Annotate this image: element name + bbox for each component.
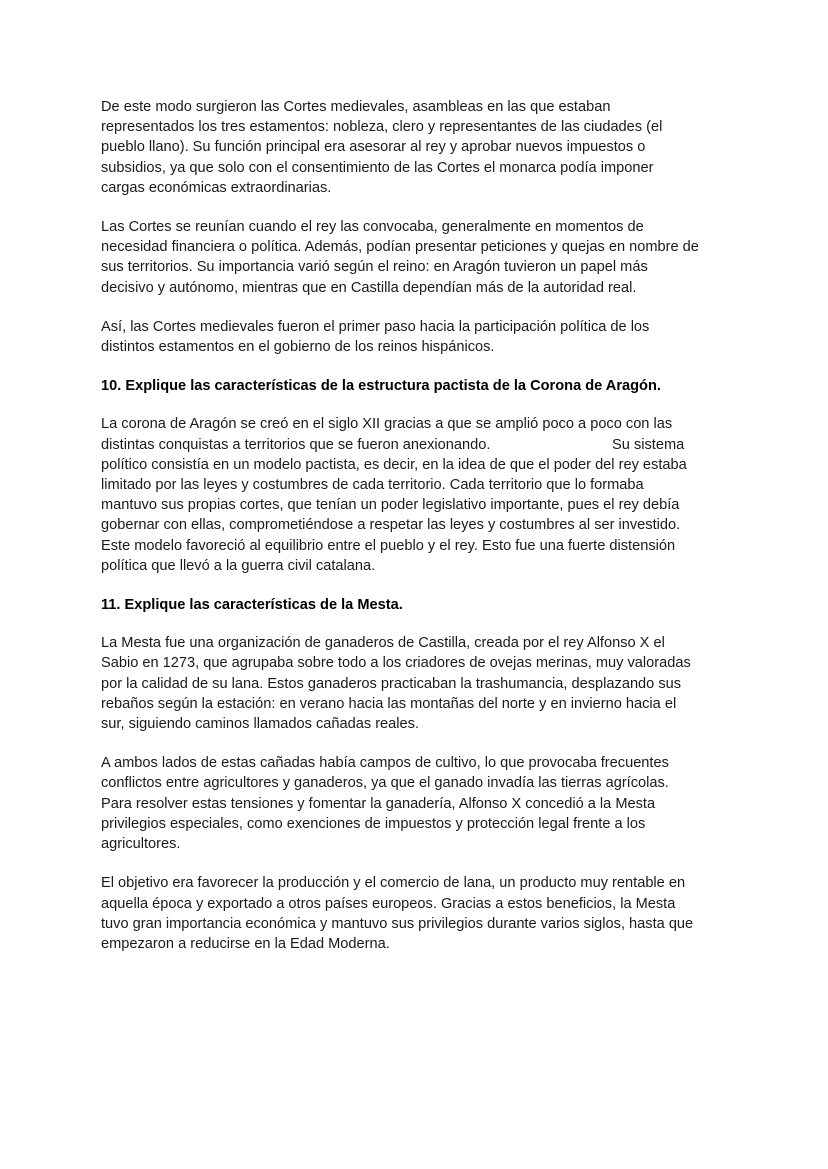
paragraph-cortes-origin: De este modo surgieron las Cortes medievales, asambleas en las que estaban representados los tres estamentos: nobleza, clero y representantes de las ciudades (el pueblo llano). Su función principal era asesorar al rey y aprobar nuevos impuestos o subsidios, ya que solo con el consentimiento de las Cortes el monarca podía imponer cargas económicas extraordinarias. (101, 99, 663, 196)
paragraph-mesta-conflicts: A ambos lados de estas cañadas había campos de cultivo, lo que provocaba frecuentes conflictos entre agricultores y ganaderos, ya que el ganado invadía las tierras agrícolas. Para resolver estas tensiones y fomentar la ganadería, Alfonso X concedió a la Mesta privilegios especiales, como exenciones de impuestos y protección legal frente a los agricultores. (101, 755, 669, 853)
paragraph-mesta-objective: El objetivo era favorecer la producción y el comercio de lana, un producto muy rentable en aquella época y exportado a otros países europeos. Gracias a estos beneficios, la Mesta tuvo gran importancia económica y mantuvo sus privilegios durante varios siglos, hasta que empezaron a reducirse en la Edad Moderna. (101, 875, 694, 952)
paragraph-corona-aragon: La corona de Aragón se creó en el siglo XII gracias a que se amplió poco a poco con las distintas conquistas a territorios que se fueron anexionando. Su sistema político consistía en un modelo pactista, es decir, en la idea de que el poder del rey estaba limitado por las leyes y costumbres de cada territorio. Cada territorio que lo formaba mantuvo sus propias cortes, que tenían un poder legislativo importante, pues el rey debía gobernar con ellas, comprometiéndose a respetar las leyes y costumbres al ser investido. Este modelo favoreció al equilibrio entre el pueblo y el rey. Esto fue una fuerte distensión política que llevó a la guerra civil catalana. (101, 416, 687, 574)
paragraph-mesta-origin: La Mesta fue una organización de ganaderos de Castilla, creada por el rey Alfonso X el Sabio en 1273, que agrupaba sobre todo a los criadores de ovejas merinas, muy valoradas por la calidad de su lana. Estos ganaderos practicaban la trashumancia, desplazando sus rebaños según la estación: en verano hacia las montañas del norte y en invierno hacia el sur, siguiendo caminos llamados cañadas reales. (101, 635, 691, 733)
document-page (101, 97, 731, 973)
paragraph-cortes-conclusion: Así, las Cortes medievales fueron el primer paso hacia la participación política de los distintos estamentos en el gobierno de los reinos hispánicos. (101, 318, 650, 356)
heading-question-11: 11. Explique las características de la Mesta. (101, 597, 403, 614)
heading-question-10: 10. Explique las características de la estructura pactista de la Corona de Aragón. (101, 378, 661, 395)
paragraph-cortes-meetings: Las Cortes se reunían cuando el rey las convocaba, generalmente en momentos de necesidad financiera o política. Además, podían presentar peticiones y quejas en nombre de sus territorios. Su importancia varió según el reino: en Aragón tuvieron un papel más decisivo y autónomo, mientras que en Castilla dependían más de la autoridad real. (101, 219, 699, 296)
